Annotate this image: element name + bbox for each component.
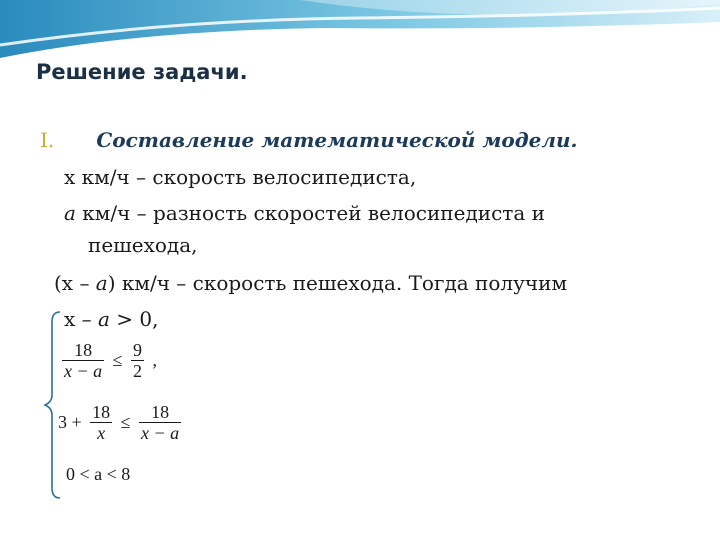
slide-title: Решение задачи.: [36, 60, 248, 84]
denominator: 2: [133, 361, 143, 381]
system-eq-4: 0 < a < 8: [66, 464, 131, 484]
denominator: x − a: [141, 423, 180, 443]
text-line-3: пешехода,: [88, 233, 198, 257]
eq1-start: x –: [64, 307, 98, 331]
denominator: x: [97, 423, 106, 443]
variable-a: a: [95, 271, 108, 295]
header-banner: [0, 0, 720, 60]
variable-a: a: [98, 307, 110, 331]
eq1-end: > 0,: [109, 307, 159, 331]
fraction: [139, 402, 181, 443]
system-eq-2: [62, 340, 161, 381]
system-eq-3: [58, 402, 181, 443]
fraction: [90, 402, 112, 443]
text-line-4: [54, 271, 567, 295]
fraction: [131, 340, 144, 381]
fraction: [62, 340, 104, 381]
variable-a: a: [64, 201, 76, 225]
leq-sign: ≤: [120, 412, 131, 432]
comma: ,: [152, 350, 158, 370]
numerator: 18: [92, 402, 111, 422]
heading-text: Составление математической модели.: [96, 128, 578, 152]
section-heading: [40, 128, 577, 152]
text-line-2: [64, 201, 545, 225]
numerator: 18: [139, 402, 181, 423]
system-eq-1: [64, 307, 159, 331]
text-line-4-end: ) км/ч – скорость пешехода. Тогда получим: [107, 271, 568, 295]
numerator: 18: [62, 340, 104, 361]
three-plus: 3 +: [58, 412, 82, 432]
leq-sign: ≤: [112, 350, 123, 370]
text-line-4-start: (x –: [54, 271, 96, 295]
text-line-1: x км/ч – скорость велосипедиста,: [64, 165, 417, 189]
text-line-2-rest: км/ч – разность скоростей велосипедиста и: [75, 201, 545, 225]
denominator: x − a: [64, 361, 103, 381]
heading-number: I.: [40, 128, 55, 152]
numerator: 9: [133, 340, 143, 360]
